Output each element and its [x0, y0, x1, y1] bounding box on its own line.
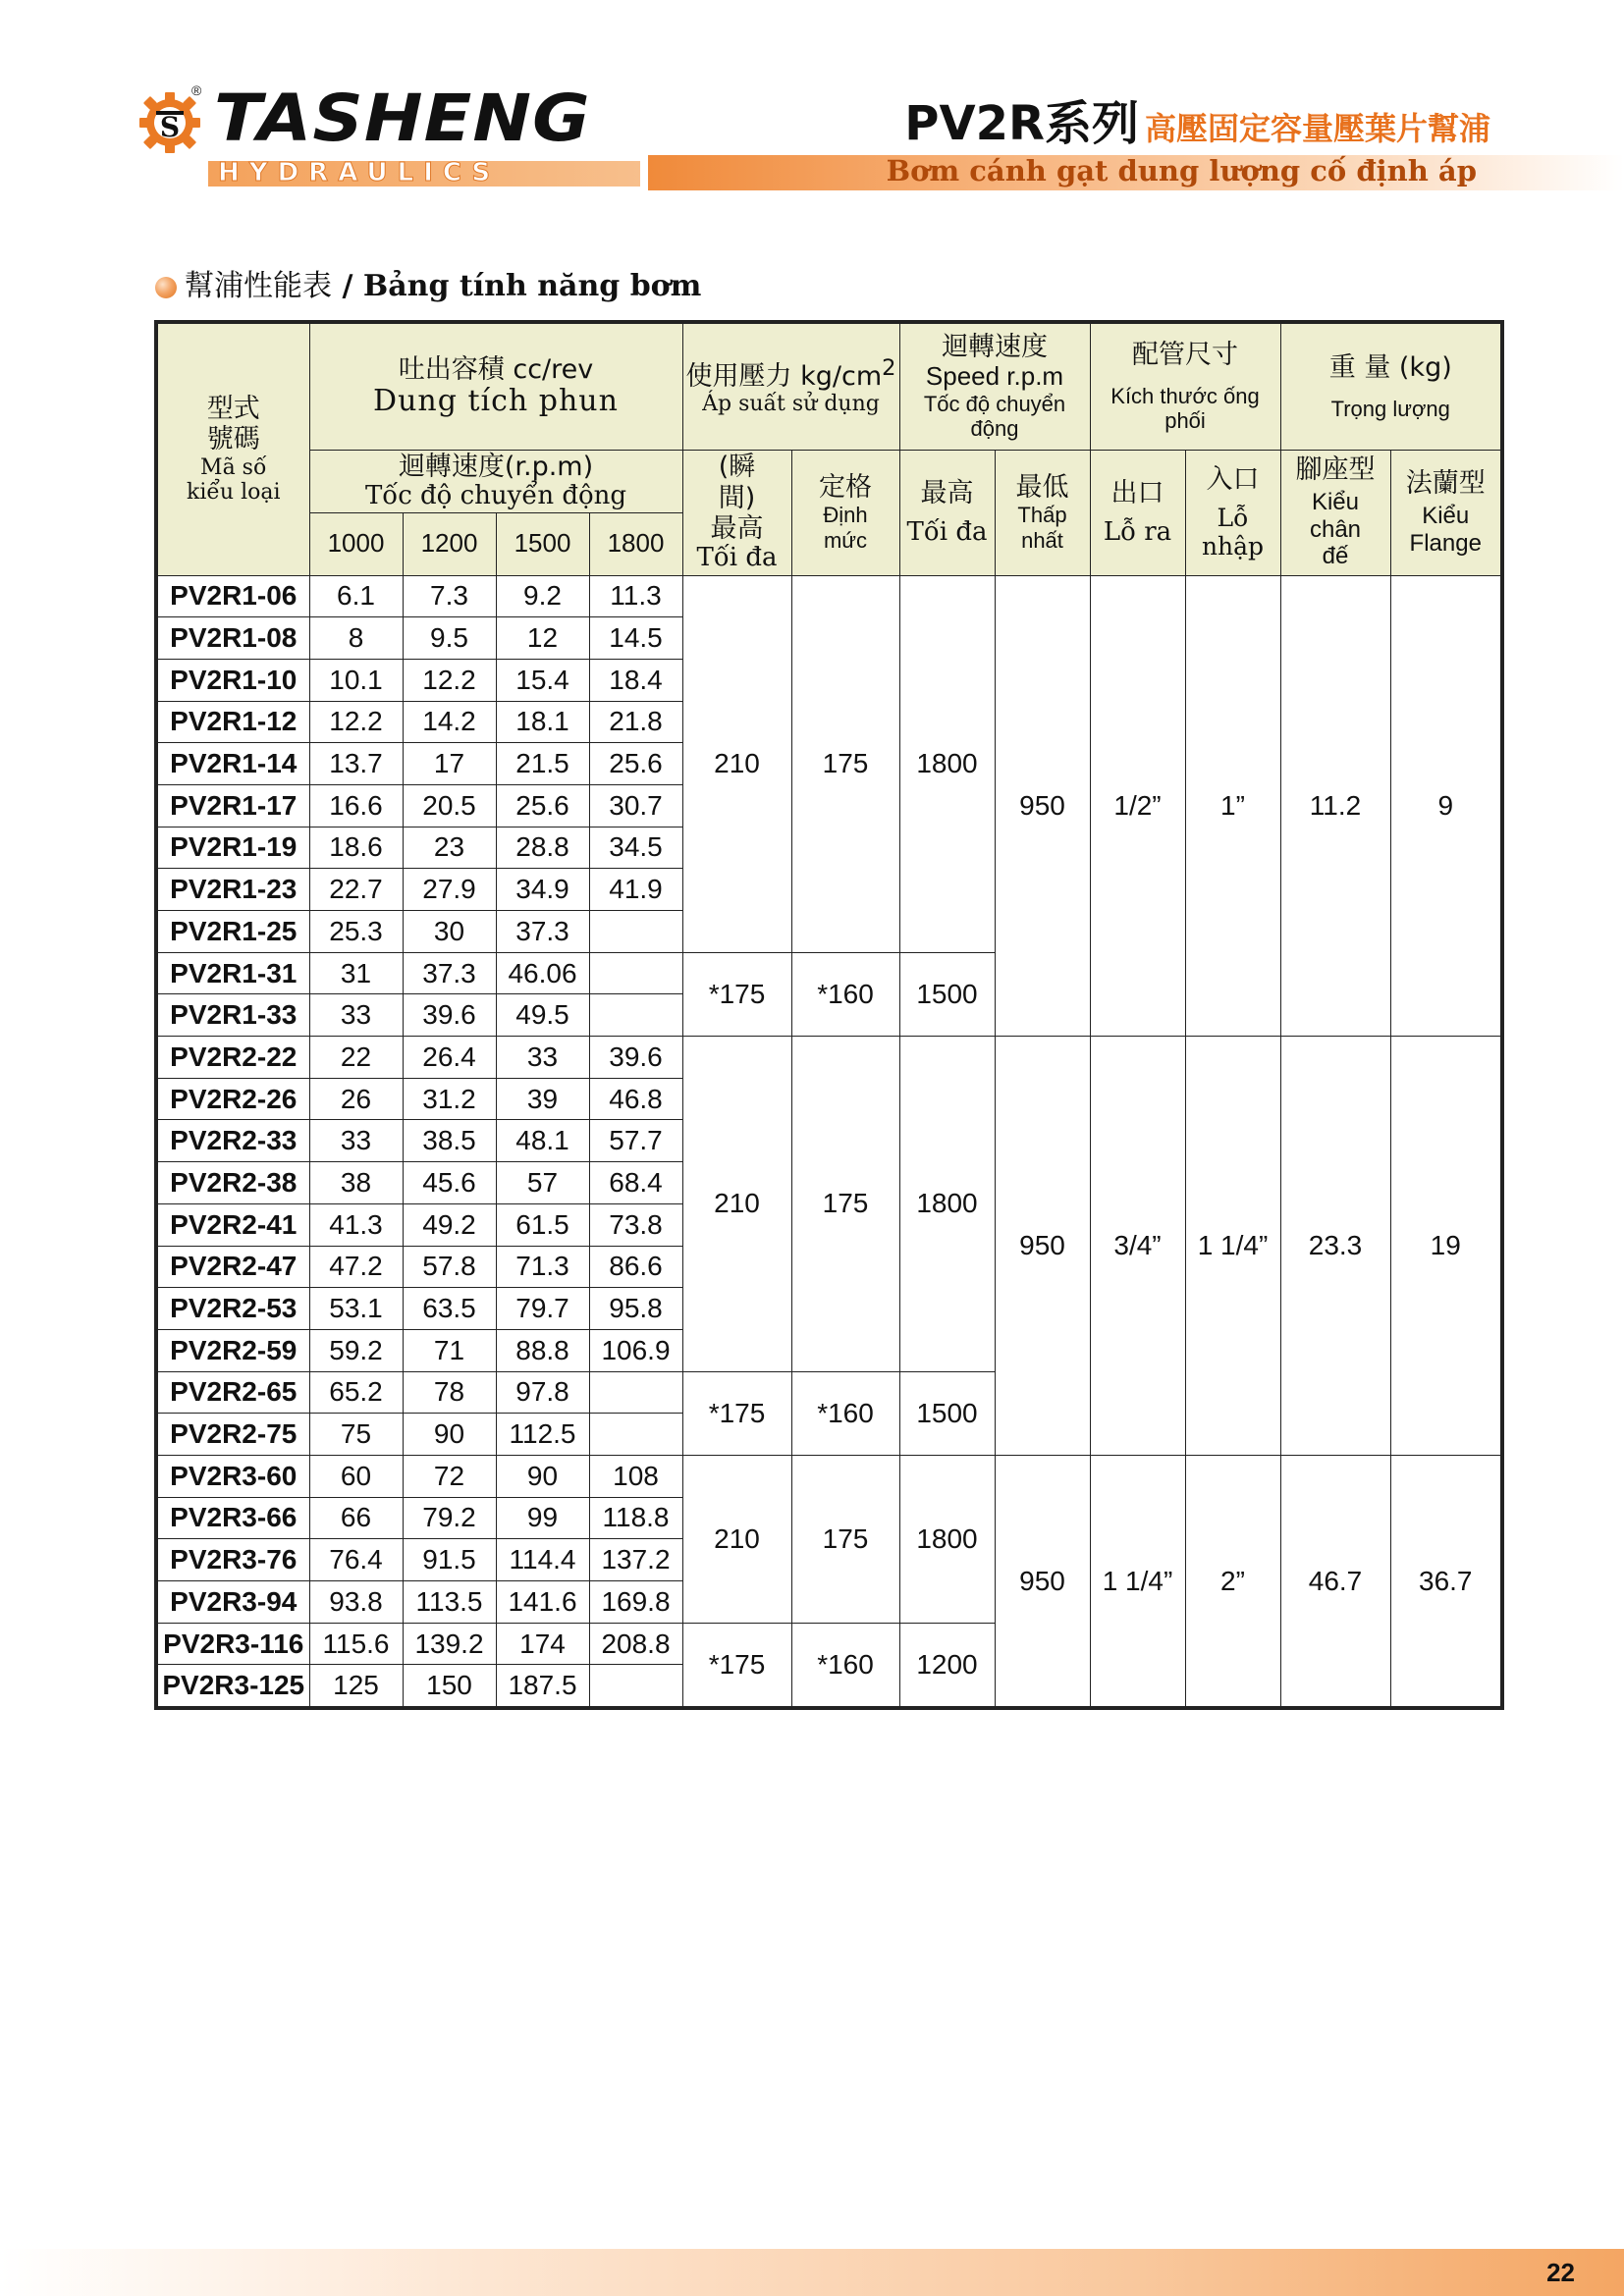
header-flange-vi: Kiểu Flange [1409, 502, 1482, 557]
header-speed-1800: 1800 [589, 512, 682, 575]
header-flange-cn: 法蘭型 [1405, 467, 1486, 499]
tasheng-gear-logo-icon [137, 90, 202, 155]
rated-cell: 175 [791, 1037, 899, 1372]
displacement-cell: 34.9 [496, 869, 589, 911]
displacement-cell: 45.6 [403, 1162, 496, 1204]
displacement-cell: 90 [403, 1414, 496, 1456]
displacement-cell: 18.1 [496, 701, 589, 743]
displacement-cell: 108 [589, 1455, 682, 1497]
header-speed-cn: 迴轉速度(r.p.m) [398, 451, 594, 482]
header-rotation [899, 322, 1090, 450]
displacement-cell: 10.1 [309, 659, 403, 701]
displacement-cell: 114.4 [496, 1539, 589, 1581]
header-rated [791, 450, 899, 575]
header-model-cn: 型式號碼 [206, 394, 260, 455]
header-outlet-vi: Lỗ ra [1103, 516, 1172, 547]
displacement-cell: 33 [496, 1037, 589, 1079]
displacement-cell: 16.6 [309, 784, 403, 827]
header-displacement-vi: Dung tích phun [373, 384, 619, 419]
model-cell: PV2R1-33 [156, 994, 309, 1037]
min-speed-cell: 950 [995, 1037, 1090, 1456]
header-outlet-cn: 出口 [1110, 477, 1164, 508]
model-cell: PV2R2-53 [156, 1288, 309, 1330]
header-foot [1280, 450, 1390, 575]
peak-cell: 210 [682, 1037, 791, 1372]
model-cell: PV2R3-76 [156, 1539, 309, 1581]
displacement-cell: 22.7 [309, 869, 403, 911]
logo-letter: S [159, 111, 181, 143]
displacement-cell: 18.6 [309, 827, 403, 869]
displacement-cell: 14.2 [403, 701, 496, 743]
min-speed-cell: 950 [995, 575, 1090, 1037]
displacement-cell: 72 [403, 1455, 496, 1497]
displacement-cell: 150 [403, 1665, 496, 1708]
displacement-cell: 17 [403, 743, 496, 785]
header-speed-1200: 1200 [403, 512, 496, 575]
header-weight-cn: 重 量 (kg) [1328, 351, 1452, 383]
displacement-cell: 7.3 [403, 575, 496, 617]
header-min-vi: Thấp nhất [1017, 503, 1067, 553]
max-cell: 1800 [899, 1037, 995, 1372]
displacement-cell: 57.8 [403, 1246, 496, 1288]
model-cell: PV2R2-41 [156, 1203, 309, 1246]
outlet-cell: 1 1/4” [1090, 1455, 1185, 1708]
page-number: 22 [1546, 2258, 1575, 2287]
header-min-speed [995, 450, 1090, 575]
model-cell: PV2R2-22 [156, 1037, 309, 1079]
na-cell [589, 1414, 682, 1456]
peak-cell: 210 [682, 1455, 791, 1623]
displacement-cell: 61.5 [496, 1203, 589, 1246]
page-title [904, 96, 1490, 151]
displacement-cell: 15.4 [496, 659, 589, 701]
header-foot-vi: Kiểu chân đế [1309, 489, 1362, 570]
header-pipe [1090, 322, 1280, 450]
displacement-cell: 187.5 [496, 1665, 589, 1708]
model-cell: PV2R1-06 [156, 575, 309, 617]
displacement-cell: 46.8 [589, 1078, 682, 1120]
table-row [156, 575, 1502, 617]
header-pipe-vi: Kích thước ống phối [1110, 383, 1260, 434]
na-cell [589, 1665, 682, 1708]
displacement-cell: 20.5 [403, 784, 496, 827]
displacement-cell: 113.5 [403, 1581, 496, 1624]
model-cell: PV2R3-125 [156, 1665, 309, 1708]
displacement-cell: 33 [309, 994, 403, 1037]
na-cell [589, 994, 682, 1037]
displacement-cell: 22 [309, 1037, 403, 1079]
model-cell: PV2R2-47 [156, 1246, 309, 1288]
foot-weight-cell: 46.7 [1280, 1455, 1390, 1708]
inlet-cell: 2” [1185, 1455, 1280, 1708]
pump-performance-table [154, 320, 1504, 1710]
header-rated-cn: 定格 [819, 472, 872, 504]
displacement-cell: 63.5 [403, 1288, 496, 1330]
displacement-cell: 18.4 [589, 659, 682, 701]
registered-mark: ® [191, 82, 202, 98]
header-rated-vi: Định mức [823, 503, 868, 553]
displacement-cell: 95.8 [589, 1288, 682, 1330]
displacement-cell: 169.8 [589, 1581, 682, 1624]
displacement-cell: 115.6 [309, 1623, 403, 1665]
header-rotation-vi: Tốc độ chuyển động [923, 391, 1066, 442]
displacement-cell: 41.3 [309, 1203, 403, 1246]
model-cell: PV2R2-26 [156, 1078, 309, 1120]
foot-weight-cell: 11.2 [1280, 575, 1390, 1037]
displacement-cell: 73.8 [589, 1203, 682, 1246]
displacement-cell: 71 [403, 1329, 496, 1371]
displacement-cell: 46.06 [496, 952, 589, 994]
header-pressure-cn: 使用壓力 kg/cm [685, 361, 883, 393]
header-pressure-sup: 2 [882, 355, 896, 382]
rated-cell: 175 [791, 575, 899, 952]
displacement-cell: 34.5 [589, 827, 682, 869]
outlet-cell: 1/2” [1090, 575, 1185, 1037]
displacement-cell: 79.7 [496, 1288, 589, 1330]
displacement-cell: 65.2 [309, 1371, 403, 1414]
displacement-cell: 47.2 [309, 1246, 403, 1288]
header-flange [1390, 450, 1502, 575]
displacement-cell: 79.2 [403, 1497, 496, 1539]
displacement-cell: 59.2 [309, 1329, 403, 1371]
displacement-cell: 12.2 [403, 659, 496, 701]
peak-cell: 210 [682, 575, 791, 952]
displacement-cell: 57 [496, 1162, 589, 1204]
brand-subtitle: HYDRAULICS [218, 158, 501, 187]
model-cell: PV2R1-19 [156, 827, 309, 869]
displacement-cell: 78 [403, 1371, 496, 1414]
model-cell: PV2R1-17 [156, 784, 309, 827]
displacement-cell: 11.3 [589, 575, 682, 617]
displacement-cell: 76.4 [309, 1539, 403, 1581]
model-cell: PV2R2-75 [156, 1414, 309, 1456]
section-title-vi: Bảng tính năng bơm [362, 269, 702, 303]
section-title-separator: / [332, 269, 363, 303]
displacement-cell: 208.8 [589, 1623, 682, 1665]
model-cell: PV2R2-59 [156, 1329, 309, 1371]
displacement-cell: 41.9 [589, 869, 682, 911]
outlet-cell: 3/4” [1090, 1037, 1185, 1456]
header-pipe-cn: 配管尺寸 [1132, 339, 1238, 370]
displacement-cell: 37.3 [496, 911, 589, 953]
model-cell: PV2R3-66 [156, 1497, 309, 1539]
max-cell: 1500 [899, 1371, 995, 1455]
header-speed-vi: Tốc độ chuyển động [364, 480, 627, 510]
displacement-cell: 39.6 [589, 1037, 682, 1079]
header-max-speed [899, 450, 995, 575]
table-body [156, 575, 1502, 1708]
rated-cell: *160 [791, 1623, 899, 1708]
displacement-cell: 39 [496, 1078, 589, 1120]
displacement-cell: 93.8 [309, 1581, 403, 1624]
header-weight [1280, 322, 1502, 450]
header-speed-1500: 1500 [496, 512, 589, 575]
model-cell: PV2R1-12 [156, 701, 309, 743]
displacement-cell: 66 [309, 1497, 403, 1539]
flange-weight-cell: 19 [1390, 1037, 1502, 1456]
header-peak-vi: Tối đa [696, 542, 778, 572]
section-title-cn: 幫浦性能表 [185, 269, 332, 303]
header-peak-cn: (瞬間) 最高 [710, 452, 764, 544]
header-foot-cn: 腳座型 [1295, 454, 1376, 486]
header-pressure [682, 322, 899, 450]
rated-cell: *160 [791, 1371, 899, 1455]
foot-weight-cell: 23.3 [1280, 1037, 1390, 1456]
inlet-cell: 1” [1185, 575, 1280, 1037]
displacement-cell: 60 [309, 1455, 403, 1497]
na-cell [589, 952, 682, 994]
displacement-cell: 8 [309, 617, 403, 660]
header-inlet [1185, 450, 1280, 575]
header-rotation-cn: 迴轉速度 [942, 331, 1048, 362]
displacement-cell: 31 [309, 952, 403, 994]
header-model [156, 322, 309, 575]
displacement-cell: 57.7 [589, 1120, 682, 1162]
displacement-cell: 106.9 [589, 1329, 682, 1371]
rated-cell: *160 [791, 952, 899, 1036]
table-row [156, 1455, 1502, 1497]
model-cell: PV2R2-33 [156, 1120, 309, 1162]
model-cell: PV2R1-25 [156, 911, 309, 953]
model-cell: PV2R1-31 [156, 952, 309, 994]
table-row [156, 1037, 1502, 1079]
displacement-cell: 28.8 [496, 827, 589, 869]
model-cell: PV2R3-94 [156, 1581, 309, 1624]
displacement-cell: 27.9 [403, 869, 496, 911]
displacement-cell: 9.2 [496, 575, 589, 617]
displacement-cell: 90 [496, 1455, 589, 1497]
model-cell: PV2R2-65 [156, 1371, 309, 1414]
displacement-cell: 75 [309, 1414, 403, 1456]
displacement-cell: 112.5 [496, 1414, 589, 1456]
series-title: PV2R系列 [904, 96, 1139, 151]
displacement-cell: 139.2 [403, 1623, 496, 1665]
displacement-cell: 12 [496, 617, 589, 660]
displacement-cell: 49.2 [403, 1203, 496, 1246]
header-weight-vi: Trọng lượng [1330, 396, 1450, 421]
flange-weight-cell: 9 [1390, 575, 1502, 1037]
displacement-cell: 86.6 [589, 1246, 682, 1288]
displacement-cell: 49.5 [496, 994, 589, 1037]
displacement-cell: 48.1 [496, 1120, 589, 1162]
header-outlet [1090, 450, 1185, 575]
displacement-cell: 13.7 [309, 743, 403, 785]
displacement-cell: 25.6 [589, 743, 682, 785]
displacement-cell: 125 [309, 1665, 403, 1708]
displacement-cell: 37.3 [403, 952, 496, 994]
header-inlet-vi: Lỗ nhập [1201, 503, 1265, 561]
peak-cell: *175 [682, 1371, 791, 1455]
model-cell: PV2R1-08 [156, 617, 309, 660]
displacement-cell: 71.3 [496, 1246, 589, 1288]
displacement-cell: 9.5 [403, 617, 496, 660]
displacement-cell: 12.2 [309, 701, 403, 743]
header-model-vi: Mã số kiểu loại [187, 454, 281, 505]
displacement-cell: 26 [309, 1078, 403, 1120]
header-peak [682, 450, 791, 575]
model-cell: PV2R1-23 [156, 869, 309, 911]
displacement-cell: 6.1 [309, 575, 403, 617]
header-speed [309, 450, 682, 512]
displacement-cell: 30 [403, 911, 496, 953]
header-displacement-cn: 吐出容積 cc/rev [398, 353, 594, 385]
displacement-cell: 118.8 [589, 1497, 682, 1539]
footer-bar [0, 2249, 1624, 2296]
section-title [185, 269, 701, 304]
displacement-cell: 25.6 [496, 784, 589, 827]
max-cell: 1800 [899, 575, 995, 952]
displacement-cell: 23 [403, 827, 496, 869]
model-cell: PV2R2-38 [156, 1162, 309, 1204]
header-pressure-vi: Áp suất sử dụng [702, 392, 880, 417]
displacement-cell: 25.3 [309, 911, 403, 953]
title-chinese: 高壓固定容量壓葉片幫浦 [1144, 110, 1490, 147]
header-inlet-cn: 入口 [1206, 463, 1260, 495]
header-min-cn: 最低 [1015, 472, 1069, 504]
displacement-cell: 21.5 [496, 743, 589, 785]
displacement-cell: 21.8 [589, 701, 682, 743]
na-cell [589, 1371, 682, 1414]
displacement-cell: 33 [309, 1120, 403, 1162]
inlet-cell: 1 1/4” [1185, 1037, 1280, 1456]
peak-cell: *175 [682, 952, 791, 1036]
page-header [0, 0, 1624, 216]
model-cell: PV2R3-60 [156, 1455, 309, 1497]
displacement-cell: 141.6 [496, 1581, 589, 1624]
displacement-cell: 99 [496, 1497, 589, 1539]
displacement-cell: 88.8 [496, 1329, 589, 1371]
displacement-cell: 38.5 [403, 1120, 496, 1162]
displacement-cell: 14.5 [589, 617, 682, 660]
peak-cell: *175 [682, 1623, 791, 1708]
title-vietnamese: Bơm cánh gạt dung lượng cố định áp [886, 154, 1477, 187]
min-speed-cell: 950 [995, 1455, 1090, 1708]
displacement-cell: 39.6 [403, 994, 496, 1037]
displacement-cell: 38 [309, 1162, 403, 1204]
displacement-cell: 68.4 [589, 1162, 682, 1204]
header-displacement [309, 322, 682, 450]
model-cell: PV2R1-10 [156, 659, 309, 701]
model-cell: PV2R3-116 [156, 1623, 309, 1665]
displacement-cell: 31.2 [403, 1078, 496, 1120]
max-cell: 1800 [899, 1455, 995, 1623]
max-cell: 1200 [899, 1623, 995, 1708]
flange-weight-cell: 36.7 [1390, 1455, 1502, 1708]
model-cell: PV2R1-14 [156, 743, 309, 785]
displacement-cell: 91.5 [403, 1539, 496, 1581]
header-rotation-en: Speed r.p.m [925, 361, 1064, 392]
displacement-cell: 97.8 [496, 1371, 589, 1414]
bullet-dot-icon [155, 277, 177, 298]
displacement-cell: 137.2 [589, 1539, 682, 1581]
header-speed-1000: 1000 [309, 512, 403, 575]
displacement-cell: 53.1 [309, 1288, 403, 1330]
na-cell [589, 911, 682, 953]
displacement-cell: 30.7 [589, 784, 682, 827]
header-max-vi: Tối đa [906, 516, 988, 547]
brand-name: TASHENG [214, 80, 591, 156]
header-max-cn: 最高 [920, 477, 974, 508]
displacement-cell: 174 [496, 1623, 589, 1665]
rated-cell: 175 [791, 1455, 899, 1623]
max-cell: 1500 [899, 952, 995, 1036]
displacement-cell: 26.4 [403, 1037, 496, 1079]
